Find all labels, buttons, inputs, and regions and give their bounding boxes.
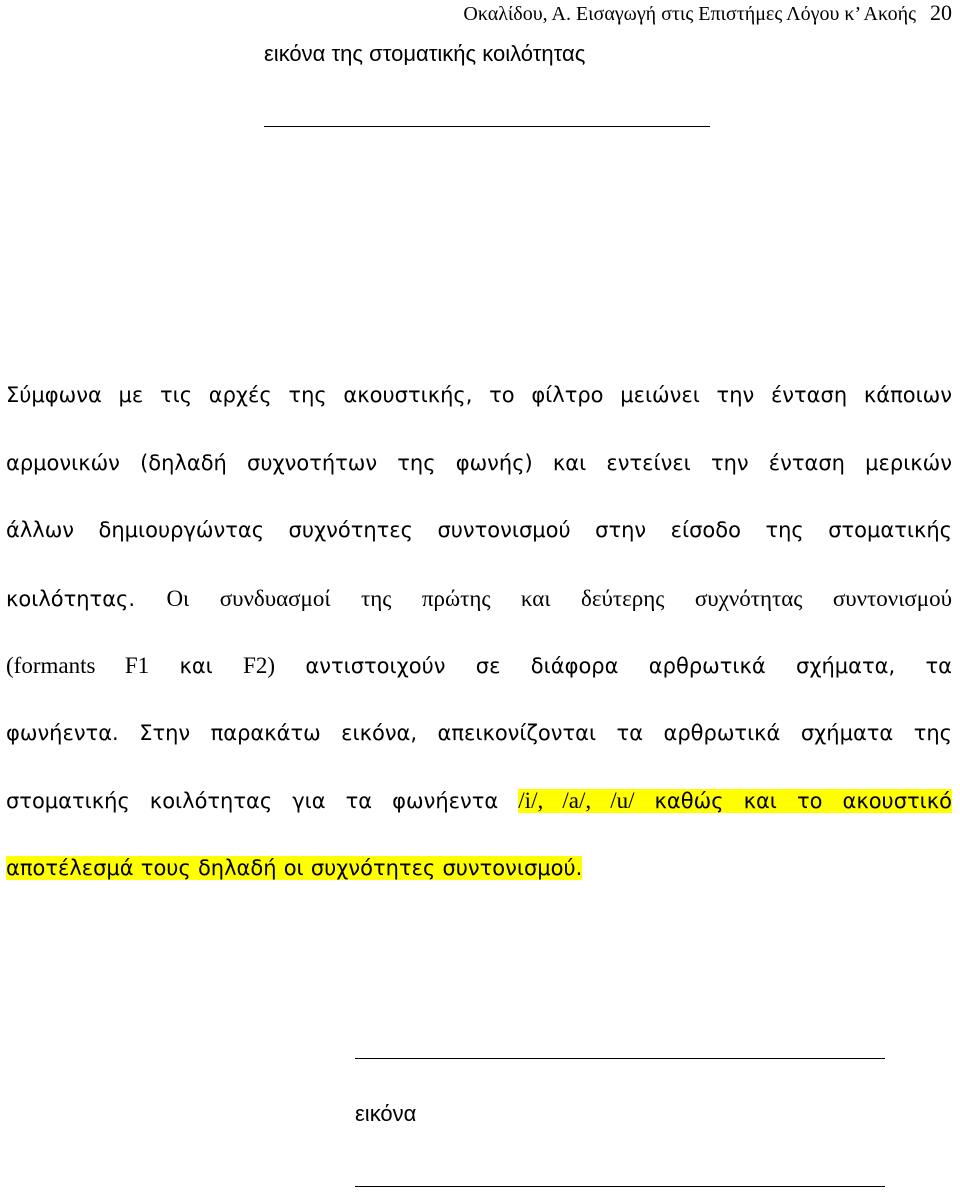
body-line-5-part-d: αντιστοιχούν σε διάφορα αρθρωτικά σχήματα, τα xyxy=(305,654,952,678)
body-line-2: αρμονικών (δηλαδή συχνοτήτων της φωνής) και εντείνει την ένταση μερικών xyxy=(6,450,952,475)
page-number: 20 xyxy=(930,0,952,25)
body-line-7-part-c: καθώς και το ακουστικό xyxy=(654,789,952,813)
running-header xyxy=(463,0,952,27)
body-line-5-part-a: (formants F1 xyxy=(6,653,150,678)
body-line-7-part-a: στοματικής κοιλότητας για τα φωνήεντα xyxy=(6,789,499,813)
body-line-5 xyxy=(6,632,952,700)
body-line-1: Σύμφωνα με τις αρχές της ακουστικής, το φίλτρο μειώνει την ένταση κάποιων xyxy=(6,383,952,407)
body-line-7 xyxy=(6,767,952,835)
body-line-4 xyxy=(6,565,952,633)
figure-caption-bottom: εικόνα xyxy=(355,1101,417,1126)
caption-line-above xyxy=(355,1058,885,1059)
body-line-8 xyxy=(6,835,952,903)
caption-line-below xyxy=(355,1186,885,1187)
body-line-3: άλλων δημιουργώντας συχνότητες συντονισμού στην είσοδο της στοματικής xyxy=(6,518,952,542)
body-line-6-part-b: Στην παρακάτω εικόνα, απεικονίζονται τα αρθρωτικά σχήματα της xyxy=(139,720,952,745)
body-line-4-part-a: κοιλότητας. xyxy=(6,586,136,611)
body-line-6 xyxy=(6,700,952,768)
body-line-4-part-b: Οι συνδυασμοί της πρώτης και δεύτερης συχνότητας συντονισμού xyxy=(166,585,952,611)
highlighted-text: αποτέλεσμά τους δηλαδή οι συχνότητες συντονισμού. xyxy=(6,855,583,880)
body-line-7-part-b: /i/, /a/, /u/ xyxy=(518,788,635,813)
running-title: Οκαλίδου, Α. Εισαγωγή στις Επιστήμες Λόγου κ’ Ακοής xyxy=(463,3,916,25)
highlighted-text xyxy=(518,789,952,813)
body-line-6-part-a: φωνήεντα. xyxy=(6,720,119,745)
figure-caption-top: εικόνα της στοματικής κοιλότητας xyxy=(264,41,586,66)
body-line-5-part-c: F2) xyxy=(243,653,276,678)
body-paragraph xyxy=(6,362,952,902)
caption-underline-top xyxy=(264,126,710,127)
body-line-5-part-b: και xyxy=(179,654,213,678)
